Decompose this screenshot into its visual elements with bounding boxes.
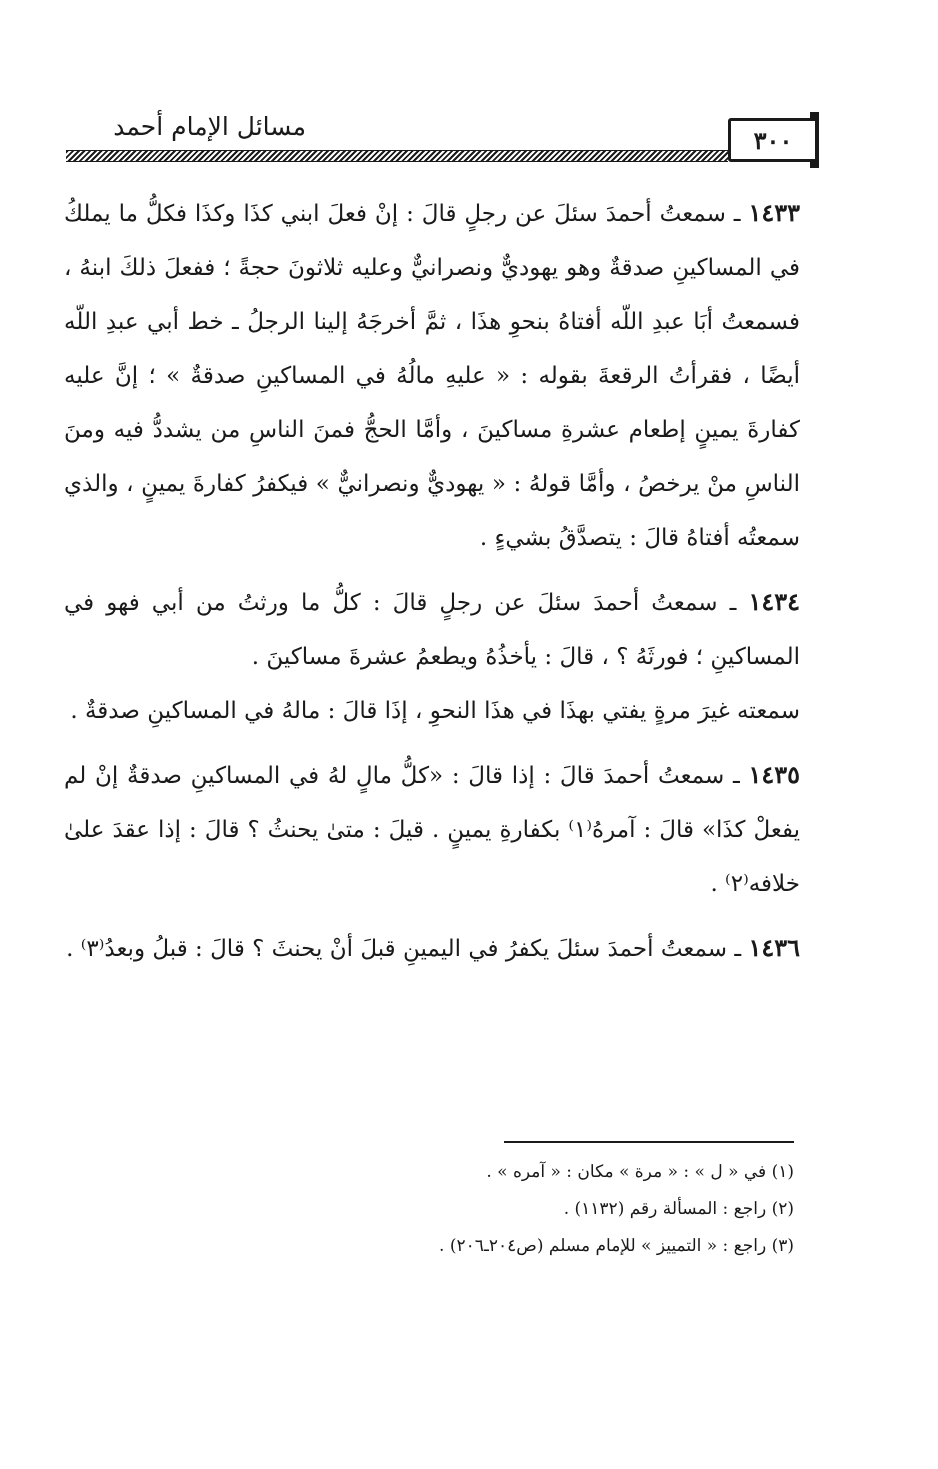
page-number-box xyxy=(728,118,818,162)
paragraph-text: ـ سمعتُ أحمدَ سئلَ عن رجلٍ قالَ : إنْ فعلَ ابني كذَا وكذَا فكلُّ ما يملكُ في المساكينِ صدقةٌ وهو يهوديٌّ ونصرانيٌّ وعليه ثلاثونَ حجةً ؛ ففعلَ ذلكَ ابنهُ ، فسمعتُ أبَا عبدِ اللّه أفتاهُ بنحوِ هذَا ، ثمَّ أخرجَهُ إلينا الرجلُ ـ خط أبي عبدِ اللّه أيضًا ، فقرأتُ الرقعةَ بقوله : « عليهِ مالُهُ في المساكينِ صدقةٌ » ؛ إنَّ عليه كفارةَ يمينٍ إطعام عشرةِ مساكينَ ، وأمَّا الحجُّ فمنَ الناسِ من يشددُّ فيه ومنَ الناسِ منْ يرخصُ ، وأمَّا قولهُ : « يهوديٌّ ونصرانيٌّ » فيكفرُ كفارةَ يمينٍ ، والذي سمعتُه أفتاهُ قالَ : يتصدَّقُ بشيءٍ . xyxy=(64,201,800,551)
paragraph-text: ـ سمعتُ أحمدَ قالَ : إذا قالَ : «كلُّ مالٍ لهُ في المساكينِ صدقةٌ إنْ لم يفعلْ كذَا» قالَ : آمرهُ⁽١⁾ بكفارةِ يمينٍ . قيلَ : متىٰ يحنثُ ؟ قالَ : إذا عقدَ علىٰ خلافه⁽٢⁾ . xyxy=(64,763,800,897)
paragraph-1434 xyxy=(64,575,800,684)
header-rule xyxy=(66,150,728,162)
paragraph-1436 xyxy=(64,921,800,976)
main-text xyxy=(64,186,800,986)
paragraph-1435 xyxy=(64,748,800,911)
issue-number: ١٤٣٦ xyxy=(748,933,800,962)
issue-number: ١٤٣٥ xyxy=(748,760,800,789)
issue-number: ١٤٣٤ xyxy=(748,587,800,616)
paragraph-text: ـ سمعتُ أحمدَ سئلَ عن رجلٍ قالَ : كلُّ ما ورثتُ من أبي فهو في المساكينِ ؛ فورثَهُ ؟ ، قالَ : يأخذُهُ ويطعمُ عشرةَ مساكينَ . xyxy=(64,590,800,670)
footnote-2: (٢) راجع : المسألة رقم (١١٣٢) . xyxy=(563,1199,794,1219)
paragraph-1433 xyxy=(64,186,800,565)
footnote-1: (١) في « ل » : « مرة » مكان : « آمره » . xyxy=(486,1162,794,1182)
footnote-separator xyxy=(504,1141,794,1143)
running-header-title: مسائل الإمام أحمد xyxy=(113,112,306,141)
paragraph-text: سمعته غيرَ مرةٍ يفتي بهذَا في هذَا النحوِ ، إذَا قالَ : مالهُ في المساكينِ صدقةٌ . xyxy=(70,698,800,724)
page-number: ٣٠٠ xyxy=(753,125,793,155)
issue-number: ١٤٣٣ xyxy=(748,198,800,227)
paragraph-1434-continuation xyxy=(64,684,800,738)
paragraph-text: ـ سمعتُ أحمدَ سئلَ يكفرُ في اليمينِ قبلَ أنْ يحنثَ ؟ قالَ : قبلُ وبعدُ⁽٣⁾ . xyxy=(66,936,749,962)
footnotes xyxy=(200,1154,794,1265)
footnote-3: (٣) راجع : « التمييز » للإمام مسلم (ص٢٠٤ـ٢٠٦) . xyxy=(439,1236,794,1256)
